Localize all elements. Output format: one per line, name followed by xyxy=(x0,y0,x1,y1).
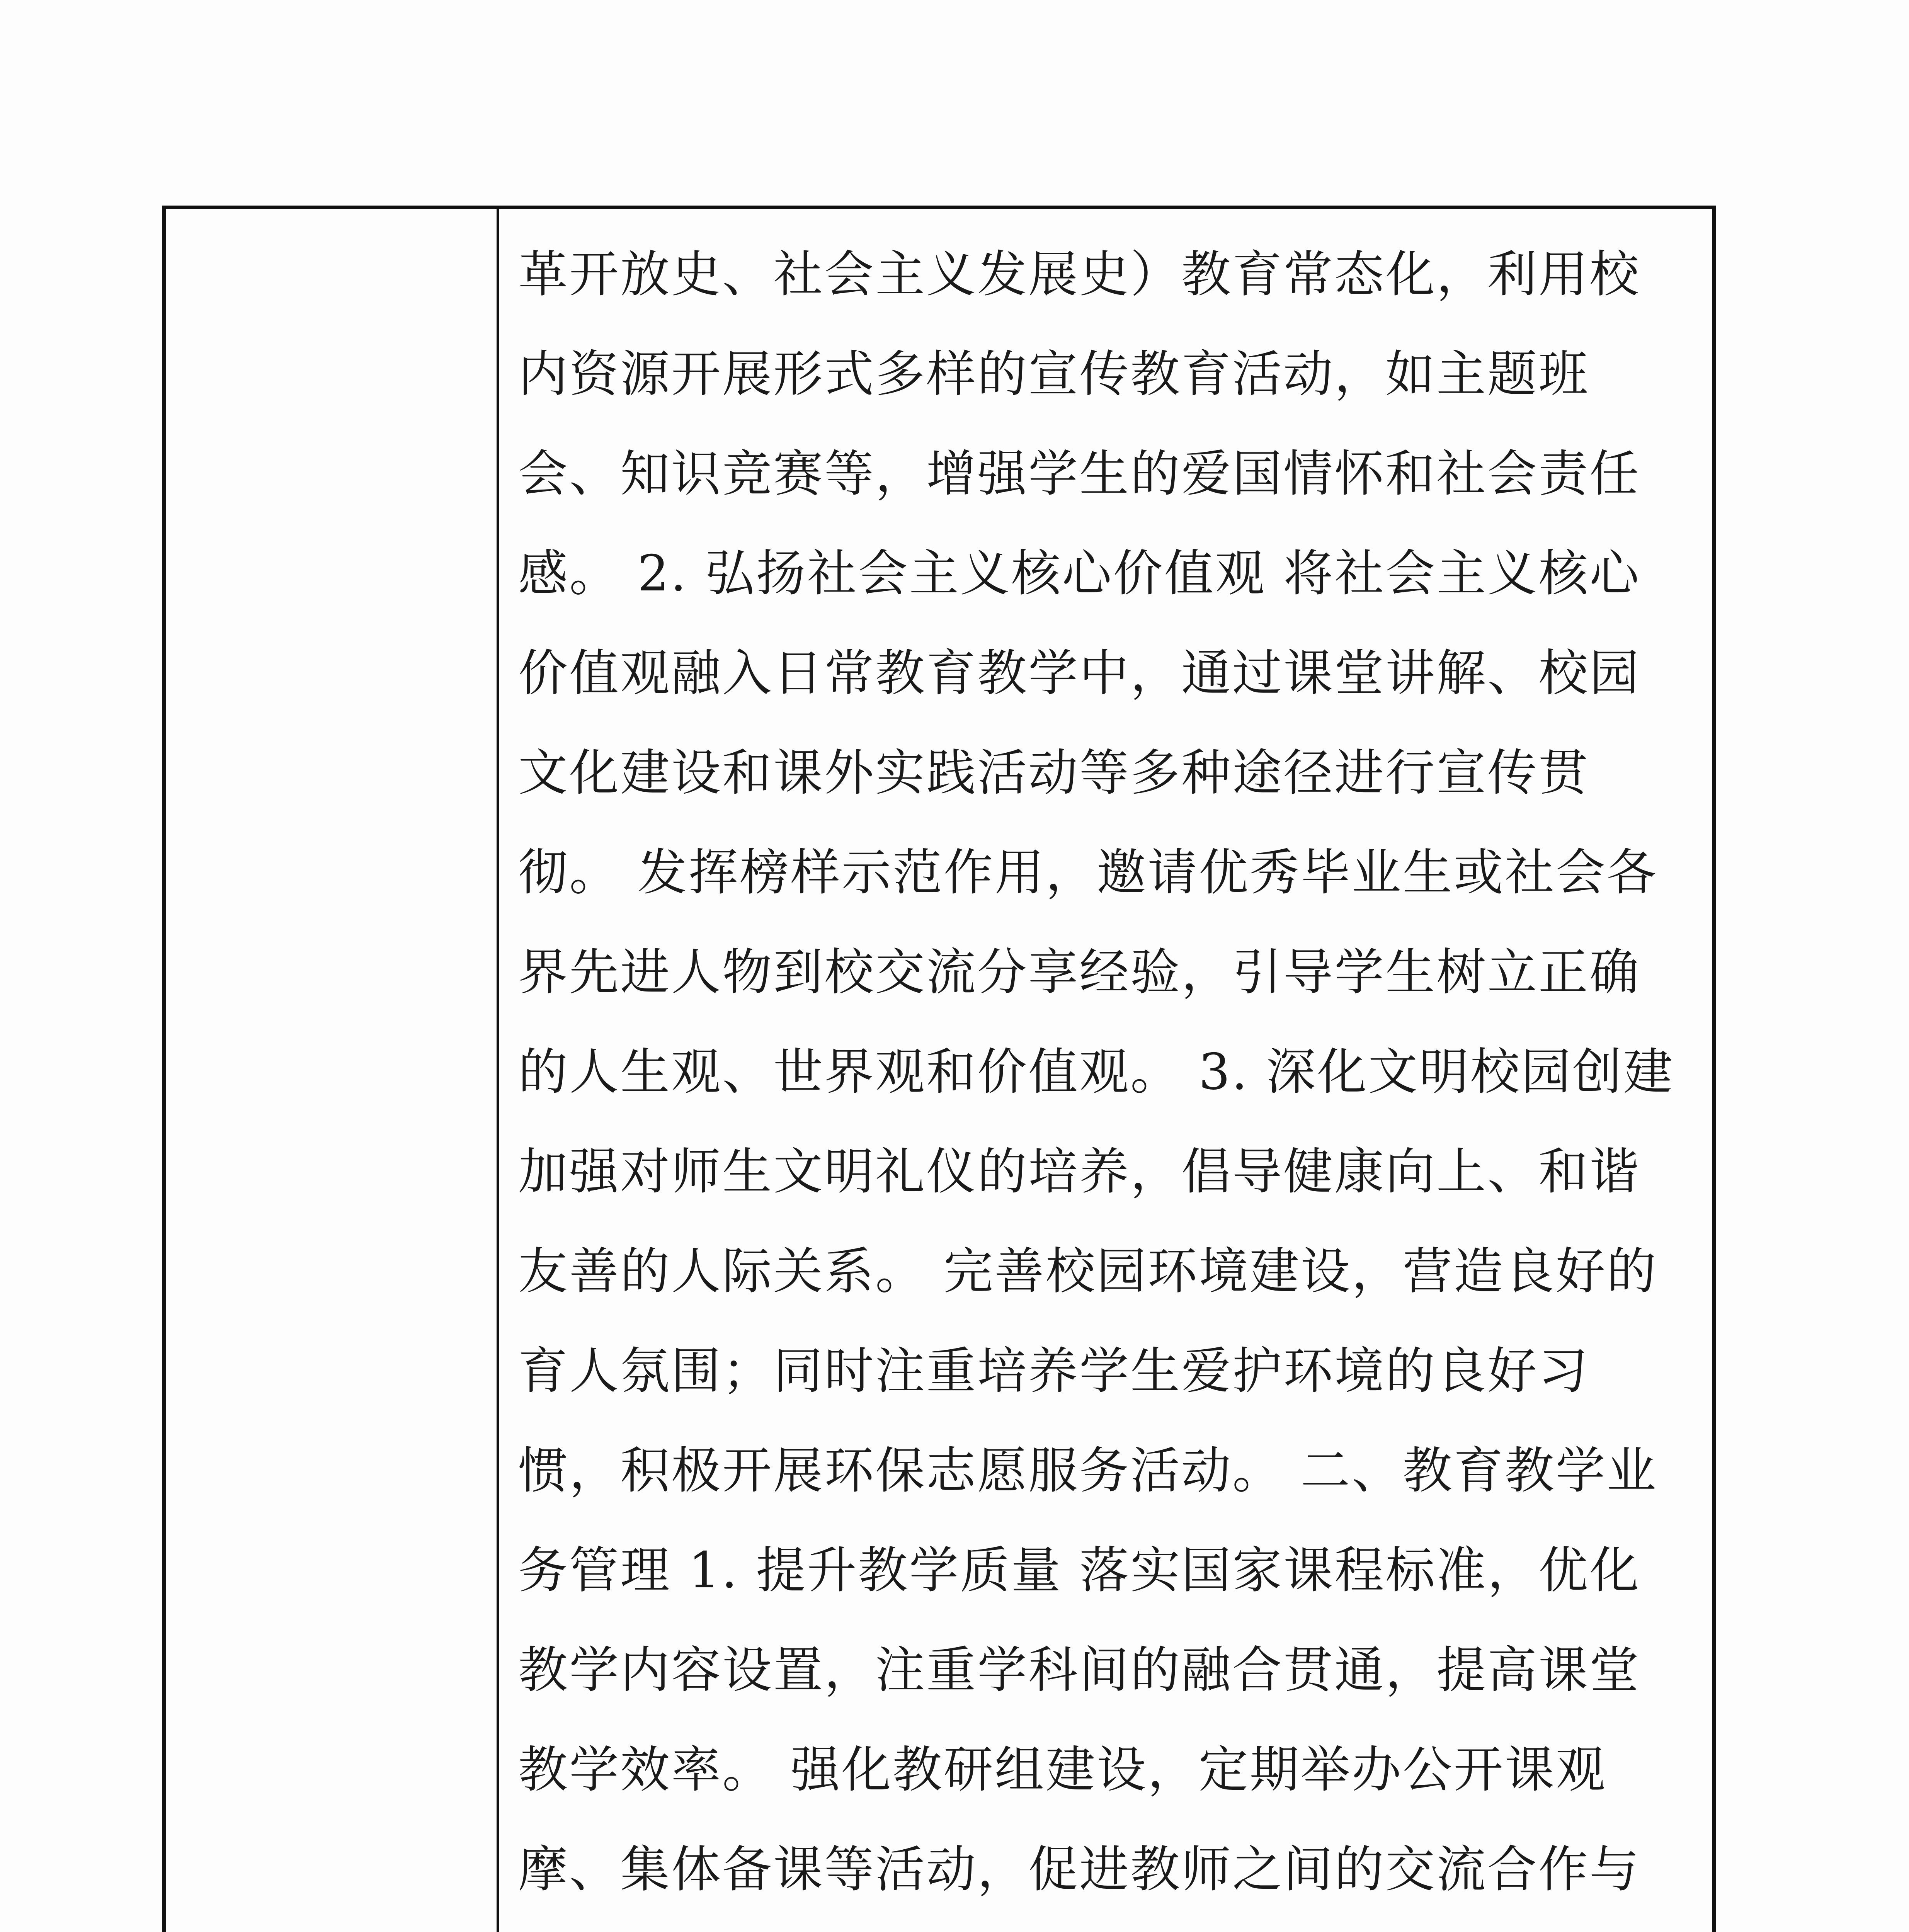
body-text-line: 彻。 发挥榜样示范作用，邀请优秀毕业生或社会各 xyxy=(518,844,1658,901)
body-text-line: 加强对师生文明礼仪的培养，倡导健康向上、和谐 xyxy=(518,1143,1641,1201)
body-text-line: 育人氛围；同时注重培养学生爱护环境的良好习 xyxy=(518,1342,1590,1400)
body-text-line xyxy=(518,1927,1701,1932)
body-text-line: 的人生观、世界观和价值观。 3. 深化文明校园创建 xyxy=(518,1043,1674,1101)
table-label-cell xyxy=(166,209,499,1932)
form-table xyxy=(162,206,1716,1932)
body-text-line: 教学效率。 强化教研组建设，定期举办公开课观 xyxy=(518,1741,1607,1799)
body-text-line: 价值观融入日常教育教学中，通过课堂讲解、校园 xyxy=(518,645,1641,702)
body-text-line: 文化建设和课外实践活动等多种途径进行宣传贯 xyxy=(518,744,1590,802)
table-content-cell xyxy=(499,209,1712,1932)
body-text-line: 惯，积极开展环保志愿服务活动。 二、教育教学业 xyxy=(518,1442,1658,1500)
body-text-line: 内资源开展形式多样的宣传教育活动，如主题班 xyxy=(518,345,1590,403)
body-text-line: 友善的人际关系。 完善校园环境建设，营造良好的 xyxy=(518,1243,1658,1300)
body-text-line: 教学内容设置，注重学科间的融合贯通，提高课堂 xyxy=(518,1641,1641,1699)
body-text-line: 会、知识竞赛等，增强学生的爱国情怀和社会责任 xyxy=(518,445,1641,503)
body-text-line: 务管理 1. 提升教学质量 落实国家课程标准，优化 xyxy=(518,1542,1641,1599)
body-text-line: 界先进人物到校交流分享经验，引导学生树立正确 xyxy=(518,944,1641,1001)
body-text-line: 革开放史、社会主义发展史）教育常态化，利用校 xyxy=(518,246,1641,303)
body-text-line: 感。 2. 弘扬社会主义核心价值观 将社会主义核心 xyxy=(518,545,1641,602)
body-text-line: 摩、集体备课等活动，促进教师之间的交流合作与 xyxy=(518,1841,1641,1898)
